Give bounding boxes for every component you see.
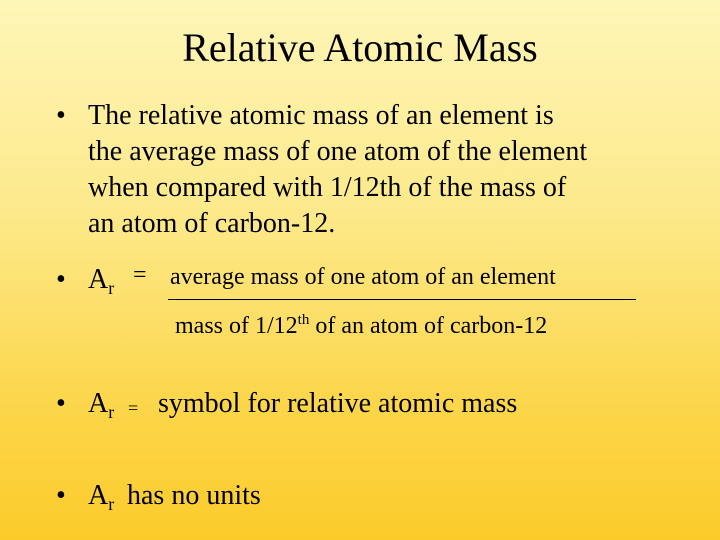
- definition-paragraph: [88, 98, 688, 242]
- definition-line: an atom of carbon-12.: [88, 208, 336, 239]
- ar-symbol: $A_r$: [88, 480, 115, 514]
- bullet-dot: •: [56, 100, 66, 131]
- equals-sign: =: [133, 262, 147, 288]
- bullet-dot: •: [56, 480, 66, 511]
- formula-numerator: average mass of one atom of an element: [170, 264, 556, 290]
- ar-symbol: $A_r$: [88, 264, 115, 298]
- definition-line: The relative atomic mass of an element is: [88, 100, 554, 131]
- ar-symbol: $A_r$: [88, 388, 115, 422]
- definition-line: the average mass of one atom of the element: [88, 136, 588, 167]
- units-description: has no units: [127, 480, 261, 511]
- fraction-bar: [168, 299, 636, 300]
- formula-denominator: mass of 1/12th of an atom of carbon-12: [175, 312, 548, 339]
- equals-sign: =: [128, 398, 139, 418]
- slide-title: Relative Atomic Mass: [182, 25, 538, 70]
- definition-line: when compared with 1/12th of the mass of: [88, 172, 567, 203]
- bullet-dot: •: [56, 388, 66, 419]
- bullet-dot: •: [56, 264, 66, 295]
- symbol-description: symbol for relative atomic mass: [158, 388, 518, 419]
